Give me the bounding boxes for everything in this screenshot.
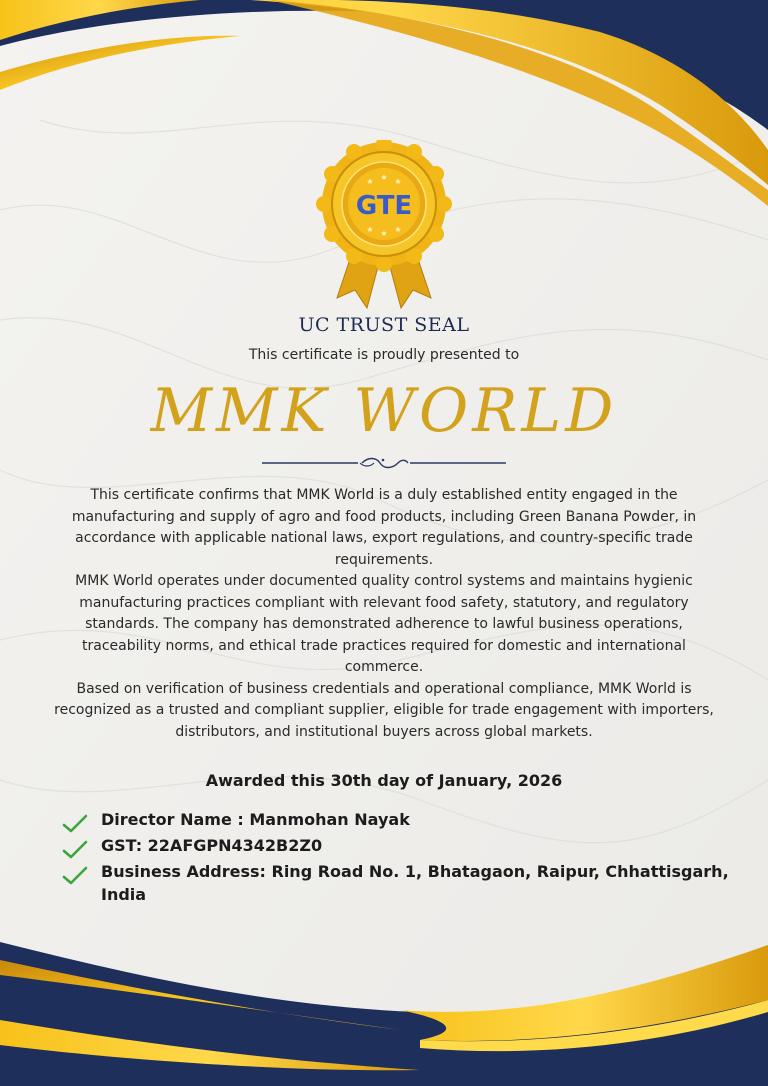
body-paragraph: Based on verification of business credentials and operational compliance, MMK World is recognized as a trusted and compliant supplier, eligible for trade engagement with importers, distributors, and institutional buyers across global markets. <box>54 680 714 740</box>
list-item <box>62 834 742 860</box>
checkmark-icon <box>62 814 88 834</box>
business-address: Business Address: Ring Road No. 1, Bhatagaon, Raipur, Chhattisgarh, India <box>101 862 729 904</box>
awarded-date: Awarded this 30th day of January, 2026 <box>205 771 563 790</box>
recipient-name: MMK WORLD <box>150 376 618 446</box>
svg-text:★: ★ <box>366 177 374 186</box>
checkmark-icon <box>62 840 88 860</box>
presented-to-text: This certificate is proudly presented to <box>248 347 520 363</box>
gst-number: GST: 22AFGPN4342B2Z0 <box>101 836 323 855</box>
director-name: Director Name : Manmohan Nayak <box>101 810 410 829</box>
checkmark-icon <box>62 866 88 886</box>
svg-text:★: ★ <box>366 225 374 234</box>
list-item <box>62 860 742 906</box>
body-paragraph: This certificate confirms that MMK World is a duly established entity engaged in the manufacturing and supply of agro and food products, including Green Banana Powder, in accordance with applicable national laws, export regulations, and country-specific trade requirements. <box>71 487 697 568</box>
svg-text:★: ★ <box>380 229 388 238</box>
seal-title: UC TRUST SEAL <box>298 314 470 336</box>
list-item <box>62 808 742 834</box>
svg-text:★: ★ <box>394 225 402 234</box>
divider-flourish-icon <box>262 456 506 470</box>
svg-text:★: ★ <box>380 173 388 182</box>
svg-text:★: ★ <box>394 177 402 186</box>
details-list <box>62 808 742 906</box>
seal-badge-text: GTE <box>355 191 413 221</box>
body-paragraph: MMK World operates under documented quality control systems and maintains hygienic manufacturing practices compliant with relevant food safety, statutory, and regulatory standards. The company has demonstrated adherence to lawful business operations, traceability norms, and ethical trade practices required for domestic and international commerce. <box>75 573 693 675</box>
certificate-body <box>52 485 716 743</box>
award-seal-icon <box>309 140 459 312</box>
